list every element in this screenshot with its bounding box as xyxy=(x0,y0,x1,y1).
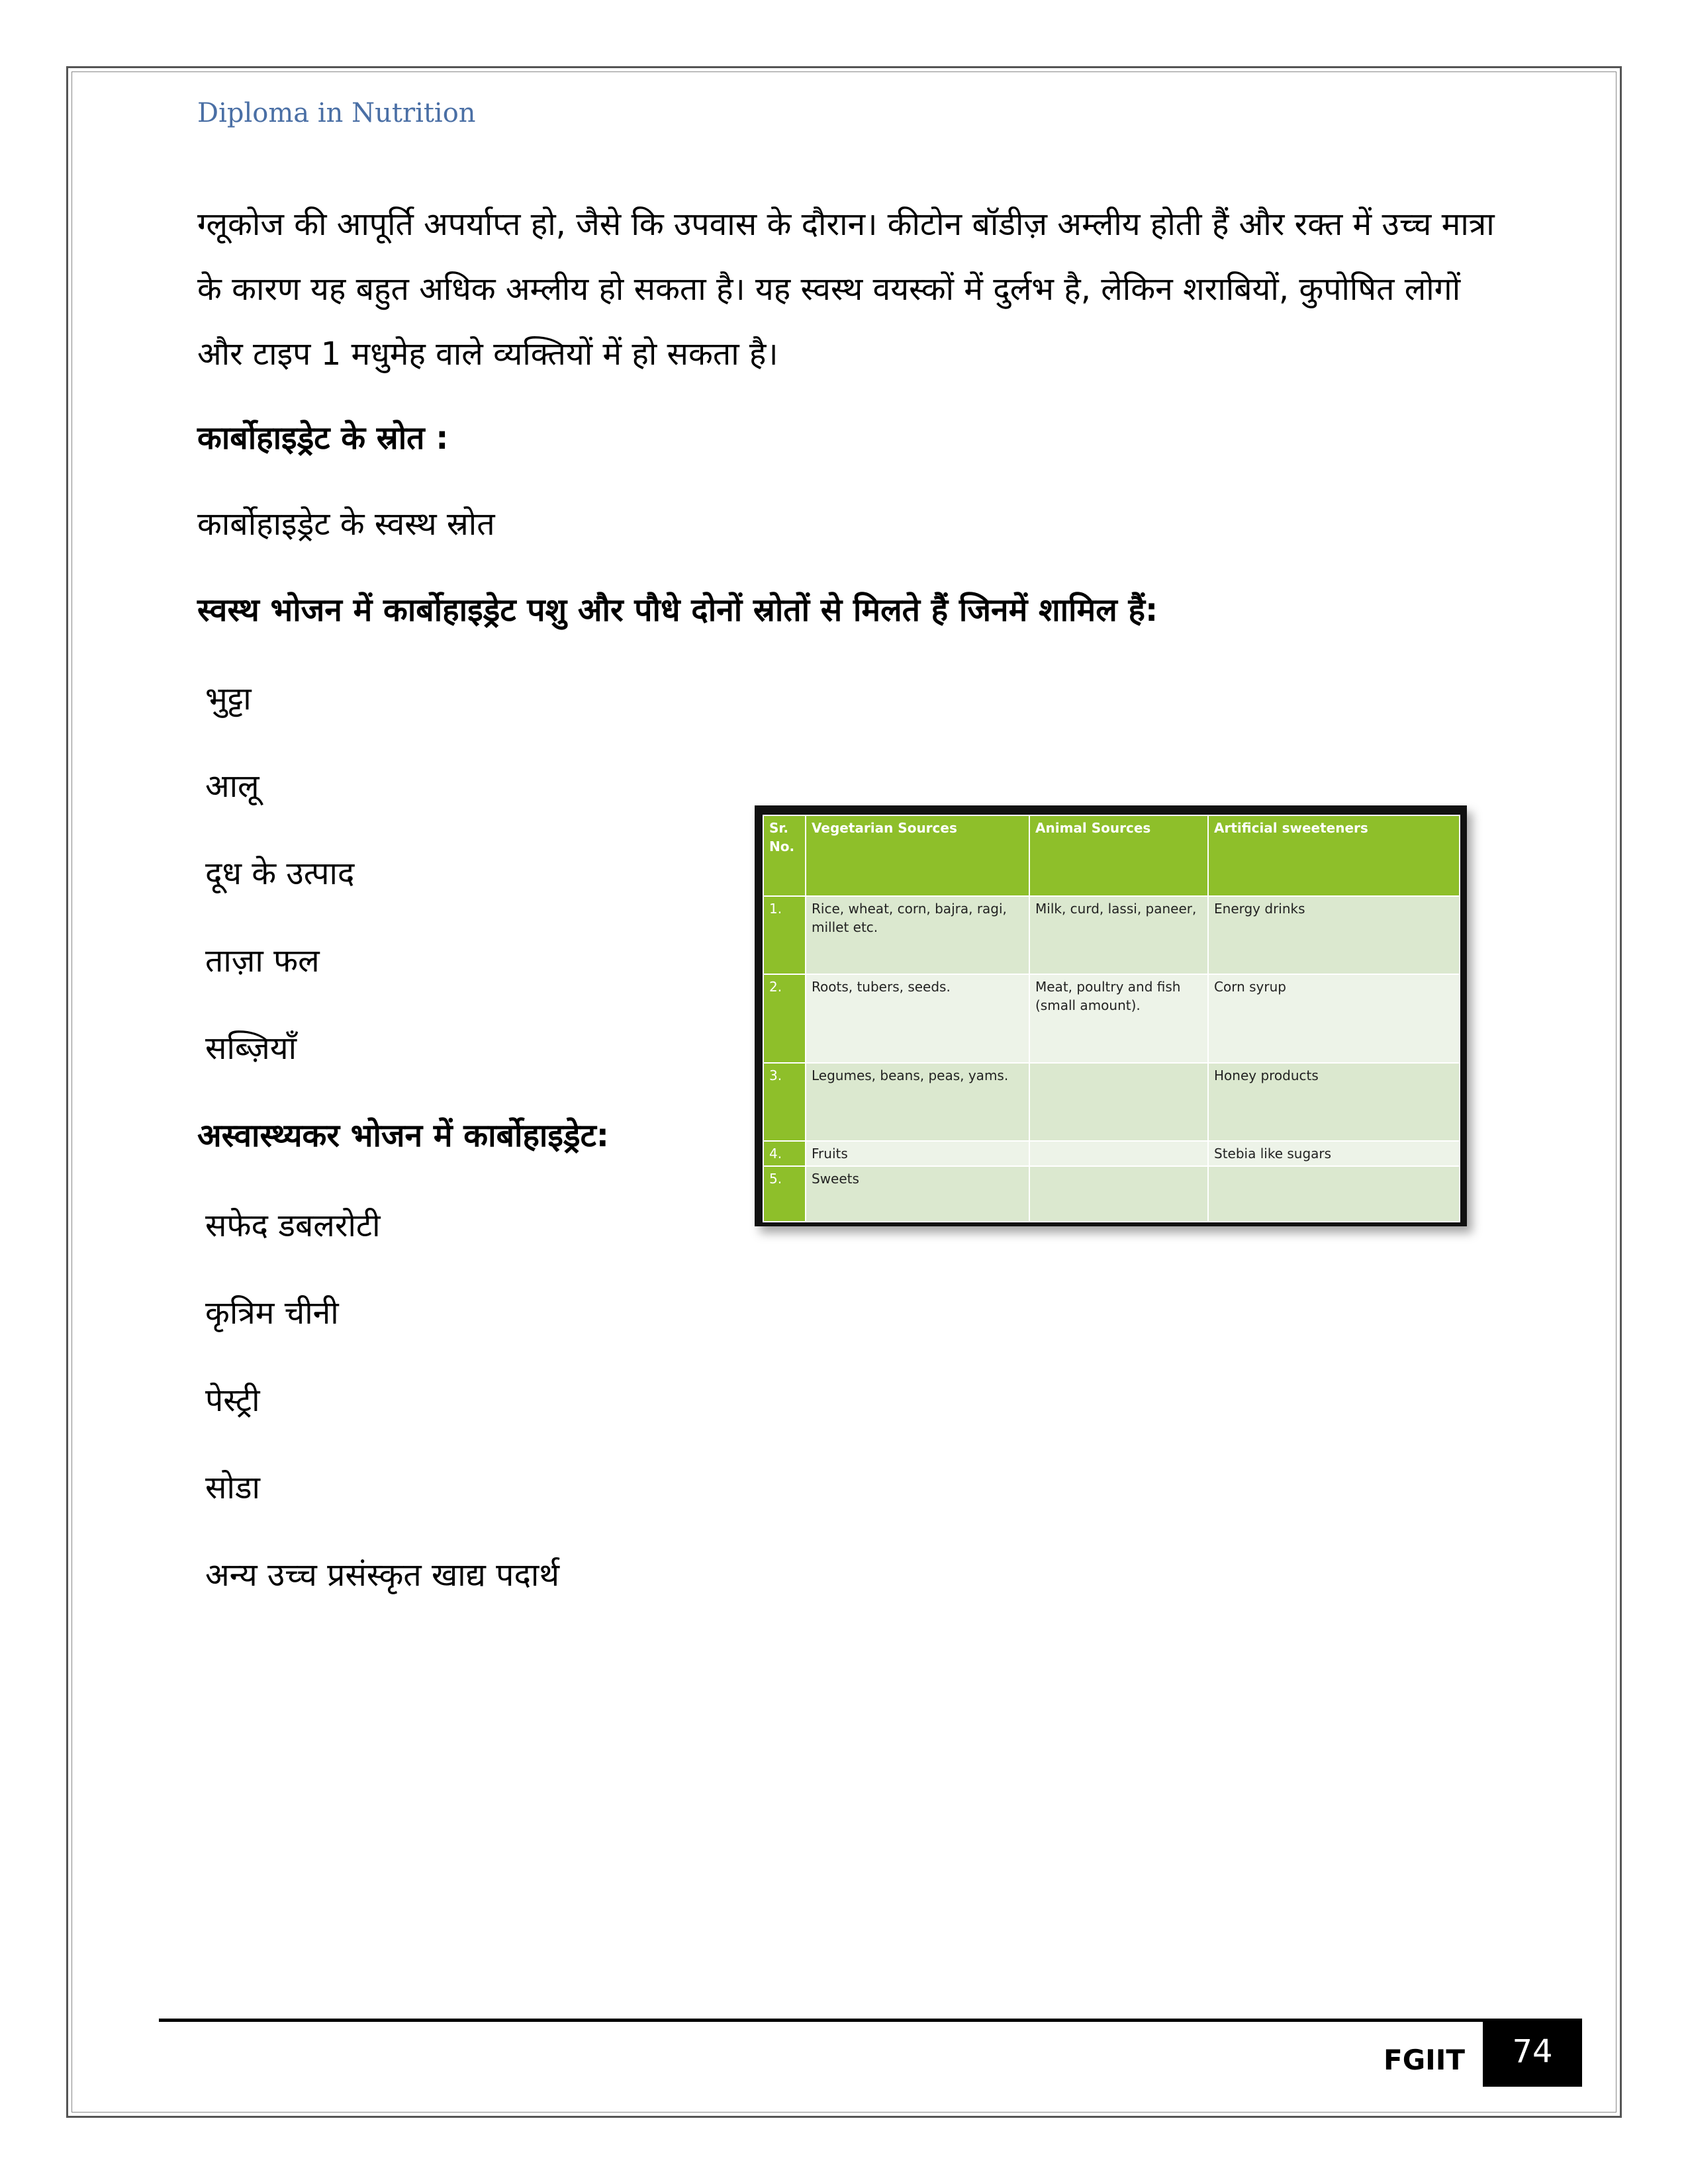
table-cell: Stebia like sugars xyxy=(1208,1141,1460,1166)
table-cell: Meat, poultry and fish (small amount). xyxy=(1029,974,1208,1063)
healthy-heading: स्वस्थ भोजन में कार्बोहाइड्रेट पशु और पौधे दोनों स्रोतों से मिलते हैं जिनमें शामिल हैं: xyxy=(197,592,1158,629)
table-cell: Milk, curd, lassi, paneer, xyxy=(1029,896,1208,974)
table-cell: 3. xyxy=(763,1063,806,1141)
table-cell xyxy=(1029,1141,1208,1166)
healthy-subheading: कार्बोहाइड्रेट के स्वस्थ स्रोत xyxy=(197,506,495,543)
sources-heading: कार्बोहाइड्रेट के स्रोत : xyxy=(197,420,449,457)
table-cell: Sweets xyxy=(806,1166,1029,1222)
unhealthy-item: अन्य उच्च प्रसंस्कृत खाद्य पदार्थ xyxy=(205,1557,560,1594)
table-header-cell: Sr. No. xyxy=(763,815,806,896)
healthy-item: दूध के उत्पाद xyxy=(205,855,355,892)
healthy-item: आलू xyxy=(205,768,259,805)
healthy-item: भुट्टा xyxy=(205,680,252,717)
table-cell: Fruits xyxy=(806,1141,1029,1166)
carbohydrate-sources-table xyxy=(763,815,1460,1222)
unhealthy-item: सोडा xyxy=(205,1469,260,1506)
running-header: Diploma in Nutrition xyxy=(197,98,476,128)
unhealthy-item: पेस्ट्री xyxy=(205,1382,260,1419)
page-number: 74 xyxy=(1483,2022,1582,2087)
table-cell xyxy=(1029,1166,1208,1222)
unhealthy-item: सफेद डबलरोटी xyxy=(205,1207,381,1244)
table-cell xyxy=(1208,1166,1460,1222)
table-cell: 4. xyxy=(763,1141,806,1166)
table-cell: Roots, tubers, seeds. xyxy=(806,974,1029,1063)
table-row xyxy=(763,1141,1460,1166)
table-cell: Honey products xyxy=(1208,1063,1460,1141)
table-header-cell: Vegetarian Sources xyxy=(806,815,1029,896)
footer-brand: FGIIT xyxy=(1383,2044,1466,2076)
table-cell xyxy=(1029,1063,1208,1141)
intro-paragraph: ग्लूकोज की आपूर्ति अपर्याप्त हो, जैसे कि उपवास के दौरान। कीटोन बॉडीज़ अम्लीय होती हैं और रक्त में उच्च मात्रा के कारण यह बहुत अधिक अम्लीय हो सकता है। यह स्वस्थ वयस्कों में दुर्लभ है, लेकिन शराबियों, कुपोषित लोगों और टाइप 1 मधुमेह वाले व्यक्तियों में हो सकता है। xyxy=(197,206,1495,373)
table-cell: Legumes, beans, peas, yams. xyxy=(806,1063,1029,1141)
table-cell: 5. xyxy=(763,1166,806,1222)
table-cell: 1. xyxy=(763,896,806,974)
table-row xyxy=(763,1063,1460,1141)
table-row xyxy=(763,896,1460,974)
footer-rule xyxy=(159,2019,1582,2022)
table-cell: 2. xyxy=(763,974,806,1063)
table-header-cell: Animal Sources xyxy=(1029,815,1208,896)
table-row xyxy=(763,974,1460,1063)
healthy-item: सब्ज़ियाँ xyxy=(205,1030,297,1067)
table-header-row xyxy=(763,815,1460,896)
unhealthy-heading: अस्वास्थ्यकर भोजन में कार्बोहाइड्रेट: xyxy=(197,1117,610,1154)
unhealthy-item: कृत्रिम चीनी xyxy=(205,1295,339,1332)
table-cell: Energy drinks xyxy=(1208,896,1460,974)
carbohydrate-sources-table-image xyxy=(755,805,1467,1226)
table-row xyxy=(763,1166,1460,1222)
table-cell: Corn syrup xyxy=(1208,974,1460,1063)
healthy-item: ताज़ा फल xyxy=(205,942,320,979)
table-cell: Rice, wheat, corn, bajra, ragi, millet etc. xyxy=(806,896,1029,974)
table-header-cell: Artificial sweeteners xyxy=(1208,815,1460,896)
